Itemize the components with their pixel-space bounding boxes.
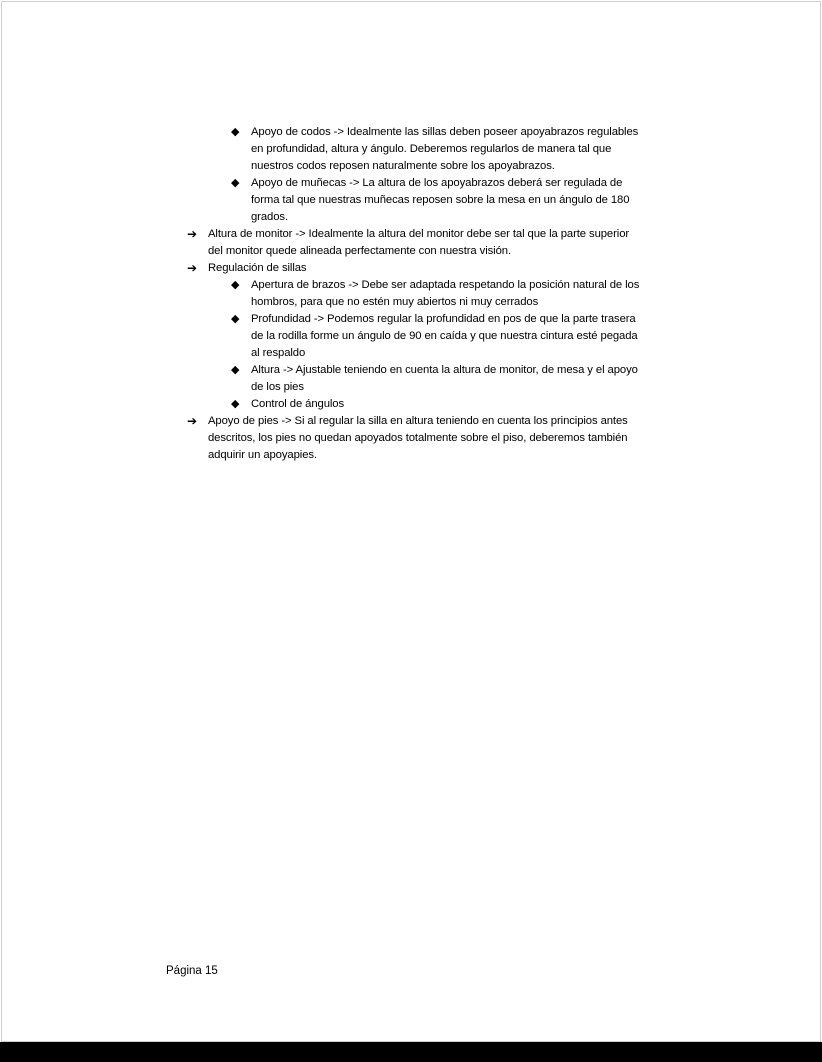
sub-list-item [2, 124, 822, 175]
sub-list-item [2, 311, 822, 362]
page-number-footer: Página 15 [166, 965, 218, 977]
list-item-text-line: Altura -> Ajustable teniendo en cuenta la altura de monitor, de mesa y el apoyo [251, 364, 638, 376]
list-item-text-line: nuestros codos reposen naturalmente sobre los apoyabrazos. [251, 160, 555, 172]
list-item-text-line: Apoyo de codos -> Idealmente las sillas deben poseer apoyabrazos regulables [251, 126, 639, 138]
list-item-text-line: Regulación de sillas [208, 262, 307, 274]
list-item-text-line: de la rodilla forme un ángulo de 90 en caída y que nuestra cintura esté pegada [251, 330, 638, 342]
document-page [1, 1, 821, 1042]
sub-list-item [2, 175, 822, 226]
list-item-text-line: descritos, los pies no quedan apoyados totalmente sobre el piso, deberemos también [208, 432, 628, 444]
list-item-text-line: Apoyo de pies -> Si al regular la silla en altura teniendo en cuenta los principios antes [208, 415, 628, 427]
list-item-text-line: Profundidad -> Podemos regular la profundidad en pos de que la parte trasera [251, 313, 636, 325]
list-item-text-line: de los pies [251, 381, 304, 393]
bottom-bar [0, 1042, 822, 1062]
diamond-bullet-icon: ◆ [231, 364, 240, 376]
bullet-list [2, 124, 822, 464]
list-item-text-line: forma tal que nuestras muñecas reposen sobre la mesa en un ángulo de 180 [251, 194, 630, 206]
list-item-text-line: del monitor quede alineada perfectamente con nuestra visión. [208, 245, 511, 257]
arrow-bullet-icon: ➔ [187, 261, 198, 275]
list-item-text-line: Apoyo de muñecas -> La altura de los apoyabrazos deberá ser regulada de [251, 177, 623, 189]
list-item [2, 226, 822, 260]
sub-list-item [2, 396, 822, 413]
list-item [2, 260, 822, 277]
list-item-text-line: hombros, para que no estén muy abiertos ni muy cerrados [251, 296, 539, 308]
list-item [2, 413, 822, 464]
list-item-text-line: grados. [251, 211, 288, 223]
diamond-bullet-icon: ◆ [231, 279, 240, 291]
list-item-text-line: adquirir un apoyapies. [208, 449, 317, 461]
sub-list-item [2, 362, 822, 396]
list-item-text-line: al respaldo [251, 347, 306, 359]
sub-list-item [2, 277, 822, 311]
diamond-bullet-icon: ◆ [231, 313, 240, 325]
arrow-bullet-icon: ➔ [187, 227, 198, 241]
diamond-bullet-icon: ◆ [231, 177, 240, 189]
list-item-text-line: Apertura de brazos -> Debe ser adaptada respetando la posición natural de los [251, 279, 640, 291]
list-item-text-line: en profundidad, altura y ángulo. Deberemos regularlos de manera tal que [251, 143, 612, 155]
diamond-bullet-icon: ◆ [231, 398, 240, 410]
list-item-text-line: Altura de monitor -> Idealmente la altura del monitor debe ser tal que la parte superior [208, 228, 630, 240]
arrow-bullet-icon: ➔ [187, 414, 198, 428]
diamond-bullet-icon: ◆ [231, 126, 240, 138]
list-item-text-line: Control de ángulos [251, 398, 345, 410]
